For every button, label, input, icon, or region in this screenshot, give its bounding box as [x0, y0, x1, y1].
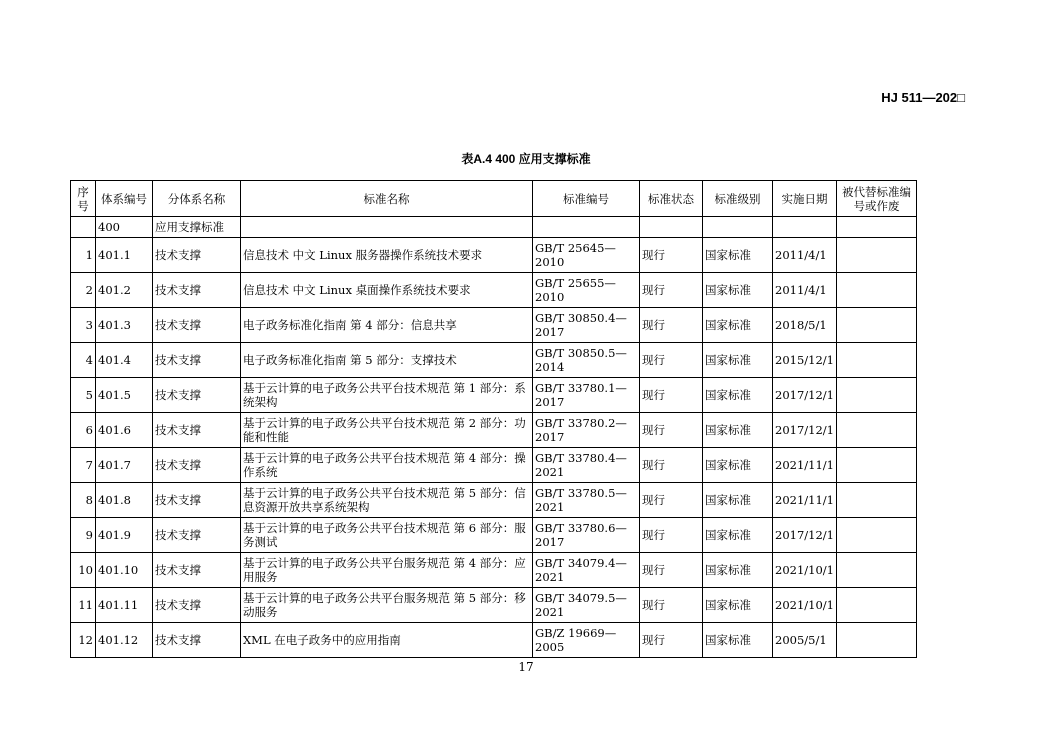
- row-seq: 9: [71, 518, 96, 553]
- row-standard-name: XML 在电子政务中的应用指南: [241, 623, 533, 658]
- row-date: 2011/4/1: [773, 273, 837, 308]
- table-row: [71, 413, 917, 448]
- row-standard-name: 电子政务标准化指南 第 4 部分：信息共享: [241, 308, 533, 343]
- row-replaced: [836, 308, 916, 343]
- row-subsystem: 技术支撑: [153, 448, 241, 483]
- row-replaced: [836, 518, 916, 553]
- row-replaced: [836, 413, 916, 448]
- row-subsystem: 技术支撑: [153, 413, 241, 448]
- row-status: 现行: [640, 588, 703, 623]
- row-status: 现行: [640, 378, 703, 413]
- row-standard-name: 基于云计算的电子政务公共平台技术规范 第 4 部分：操作系统: [241, 448, 533, 483]
- table-row: [71, 343, 917, 378]
- row-system-code: 401.3: [96, 308, 153, 343]
- header-standard-number: 标准编号: [533, 181, 640, 217]
- row-replaced: [836, 483, 916, 518]
- row-replaced: [836, 378, 916, 413]
- header-status: 标准状态: [640, 181, 703, 217]
- row-seq: 1: [71, 238, 96, 273]
- row-standard-number: GB/Z 19669—2005: [533, 623, 640, 658]
- row-level: 国家标准: [703, 518, 773, 553]
- row-standard-number: GB/T 33780.2—2017: [533, 413, 640, 448]
- row-subsystem: 技术支撑: [153, 343, 241, 378]
- header-seq: 序号: [71, 181, 96, 217]
- row-date: 2011/4/1: [773, 238, 837, 273]
- header-standard-name: 标准名称: [241, 181, 533, 217]
- table-row: [71, 308, 917, 343]
- row-standard-number: GB/T 25655—2010: [533, 273, 640, 308]
- row-standard-name: 电子政务标准化指南 第 5 部分：支撑技术: [241, 343, 533, 378]
- row-replaced: [836, 448, 916, 483]
- row-system-code: 401.12: [96, 623, 153, 658]
- row-level: 国家标准: [703, 623, 773, 658]
- row-system-code: 401.9: [96, 518, 153, 553]
- group-name: 应用支撑标准: [153, 217, 241, 238]
- row-seq: 10: [71, 553, 96, 588]
- group-code: 400: [96, 217, 153, 238]
- row-seq: 12: [71, 623, 96, 658]
- row-seq: 4: [71, 343, 96, 378]
- row-standard-number: GB/T 25645—2010: [533, 238, 640, 273]
- row-level: 国家标准: [703, 308, 773, 343]
- table-row: [71, 238, 917, 273]
- row-standard-name: 基于云计算的电子政务公共平台技术规范 第 6 部分：服务测试: [241, 518, 533, 553]
- row-subsystem: 技术支撑: [153, 238, 241, 273]
- row-status: 现行: [640, 518, 703, 553]
- row-replaced: [836, 623, 916, 658]
- row-date: 2017/12/1: [773, 518, 837, 553]
- row-system-code: 401.2: [96, 273, 153, 308]
- row-level: 国家标准: [703, 273, 773, 308]
- row-system-code: 401.10: [96, 553, 153, 588]
- row-status: 现行: [640, 483, 703, 518]
- row-standard-number: GB/T 30850.5—2014: [533, 343, 640, 378]
- row-subsystem: 技术支撑: [153, 273, 241, 308]
- table-row: [71, 623, 917, 658]
- row-status: 现行: [640, 553, 703, 588]
- row-subsystem: 技术支撑: [153, 378, 241, 413]
- row-date: 2017/12/1: [773, 378, 837, 413]
- row-system-code: 401.7: [96, 448, 153, 483]
- row-subsystem: 技术支撑: [153, 518, 241, 553]
- row-replaced: [836, 238, 916, 273]
- row-standard-number: GB/T 33780.6—2017: [533, 518, 640, 553]
- group-row: [71, 217, 917, 238]
- row-seq: 11: [71, 588, 96, 623]
- row-status: 现行: [640, 413, 703, 448]
- page-number: 17: [518, 660, 534, 674]
- row-standard-number: GB/T 33780.4—2021: [533, 448, 640, 483]
- table-row: [71, 588, 917, 623]
- table-header-row: [71, 181, 917, 217]
- header-date: 实施日期: [773, 181, 837, 217]
- row-standard-name: 基于云计算的电子政务公共平台服务规范 第 5 部分：移动服务: [241, 588, 533, 623]
- row-level: 国家标准: [703, 553, 773, 588]
- row-date: 2021/11/1: [773, 483, 837, 518]
- row-standard-name: 基于云计算的电子政务公共平台服务规范 第 4 部分：应用服务: [241, 553, 533, 588]
- row-seq: 6: [71, 413, 96, 448]
- row-status: 现行: [640, 308, 703, 343]
- row-system-code: 401.4: [96, 343, 153, 378]
- row-level: 国家标准: [703, 343, 773, 378]
- row-date: 2021/11/1: [773, 448, 837, 483]
- row-standard-number: GB/T 33780.5—2021: [533, 483, 640, 518]
- row-date: 2021/10/1: [773, 588, 837, 623]
- row-date: 2005/5/1: [773, 623, 837, 658]
- row-system-code: 401.8: [96, 483, 153, 518]
- row-status: 现行: [640, 273, 703, 308]
- row-standard-name: 基于云计算的电子政务公共平台技术规范 第 5 部分：信息资源开放共享系统架构: [241, 483, 533, 518]
- table-row: [71, 483, 917, 518]
- row-system-code: 401.6: [96, 413, 153, 448]
- row-seq: 5: [71, 378, 96, 413]
- row-date: 2018/5/1: [773, 308, 837, 343]
- row-level: 国家标准: [703, 588, 773, 623]
- row-standard-number: GB/T 33780.1—2017: [533, 378, 640, 413]
- row-level: 国家标准: [703, 448, 773, 483]
- row-subsystem: 技术支撑: [153, 623, 241, 658]
- row-status: 现行: [640, 448, 703, 483]
- row-level: 国家标准: [703, 413, 773, 448]
- row-level: 国家标准: [703, 483, 773, 518]
- row-standard-number: GB/T 30850.4—2017: [533, 308, 640, 343]
- row-system-code: 401.5: [96, 378, 153, 413]
- document-code: HJ 511—202□: [881, 90, 965, 105]
- table-row: [71, 448, 917, 483]
- row-seq: 3: [71, 308, 96, 343]
- row-seq: 2: [71, 273, 96, 308]
- row-status: 现行: [640, 343, 703, 378]
- row-level: 国家标准: [703, 238, 773, 273]
- row-date: 2017/12/1: [773, 413, 837, 448]
- row-replaced: [836, 553, 916, 588]
- row-status: 现行: [640, 238, 703, 273]
- row-date: 2015/12/1: [773, 343, 837, 378]
- row-standard-name: 基于云计算的电子政务公共平台技术规范 第 1 部分：系统架构: [241, 378, 533, 413]
- row-seq: 7: [71, 448, 96, 483]
- row-subsystem: 技术支撑: [153, 308, 241, 343]
- standards-table: [70, 180, 917, 658]
- row-date: 2021/10/1: [773, 553, 837, 588]
- row-system-code: 401.1: [96, 238, 153, 273]
- table-row: [71, 273, 917, 308]
- table-row: [71, 553, 917, 588]
- table-caption: 表A.4 400 应用支撑标准: [461, 152, 591, 166]
- row-status: 现行: [640, 623, 703, 658]
- row-replaced: [836, 273, 916, 308]
- row-standard-name: 基于云计算的电子政务公共平台技术规范 第 2 部分：功能和性能: [241, 413, 533, 448]
- row-level: 国家标准: [703, 378, 773, 413]
- row-system-code: 401.11: [96, 588, 153, 623]
- header-replaced: 被代替标准编号或作废: [836, 181, 916, 217]
- row-replaced: [836, 343, 916, 378]
- table-row: [71, 518, 917, 553]
- row-subsystem: 技术支撑: [153, 588, 241, 623]
- table-row: [71, 378, 917, 413]
- row-replaced: [836, 588, 916, 623]
- row-subsystem: 技术支撑: [153, 553, 241, 588]
- row-standard-name: 信息技术 中文 Linux 服务器操作系统技术要求: [241, 238, 533, 273]
- header-level: 标准级别: [703, 181, 773, 217]
- header-system-code: 体系编号: [96, 181, 153, 217]
- row-standard-number: GB/T 34079.4—2021: [533, 553, 640, 588]
- row-standard-name: 信息技术 中文 Linux 桌面操作系统技术要求: [241, 273, 533, 308]
- header-subsystem: 分体系名称: [153, 181, 241, 217]
- row-standard-number: GB/T 34079.5—2021: [533, 588, 640, 623]
- row-seq: 8: [71, 483, 96, 518]
- row-subsystem: 技术支撑: [153, 483, 241, 518]
